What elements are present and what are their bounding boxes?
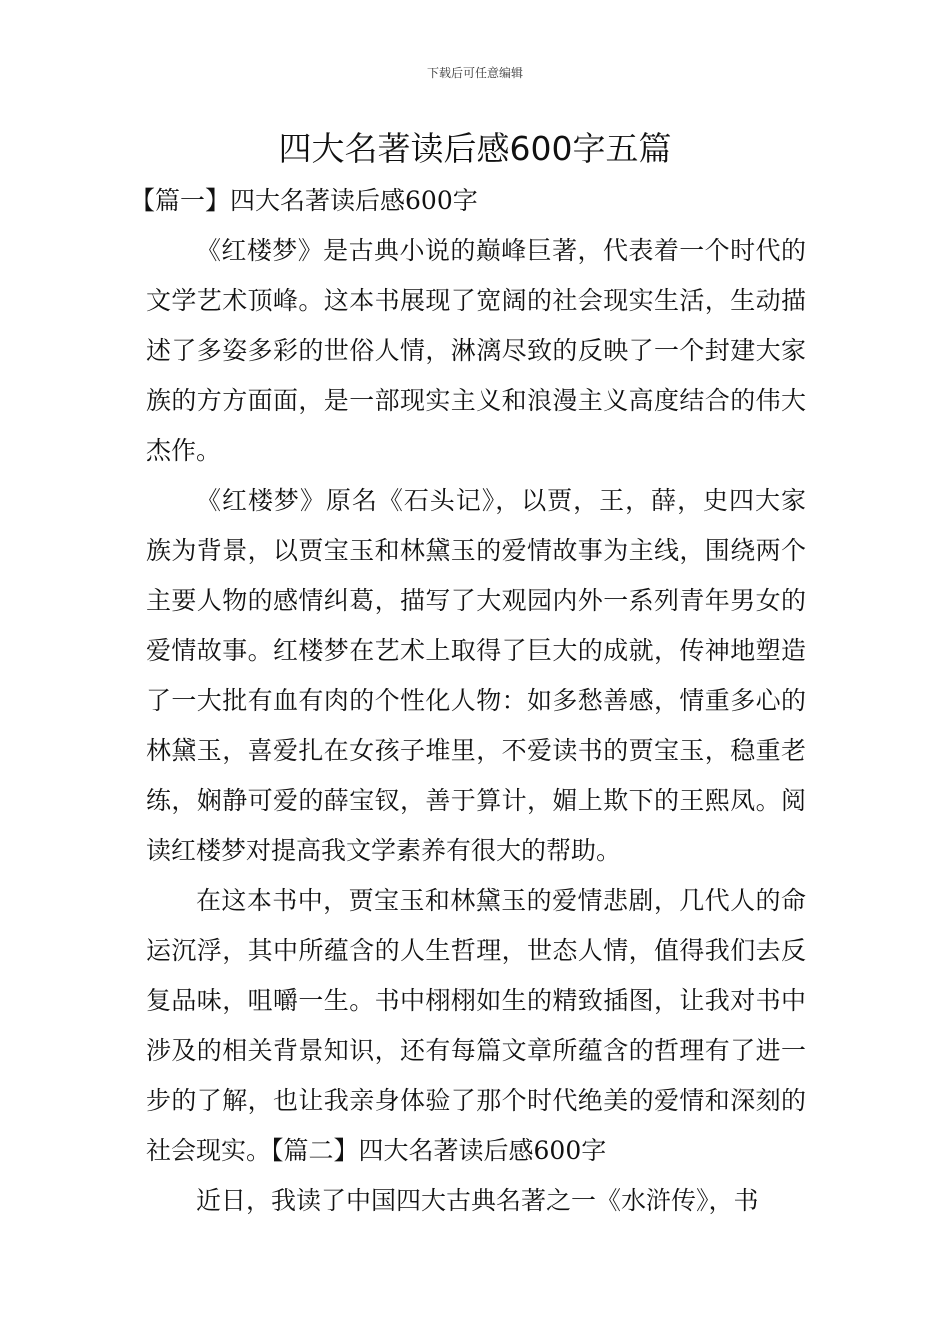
paragraph-3-text: 在这本书中，贾宝玉和林黛玉的爱情悲剧，几代人的命运沉浮，其中所蕴含的人生哲理，世态人情，值得我们去反复品味，咀嚼一生。书中栩栩如生的精致插图，让我对书中涉及的相关背景知识，还有每篇文章所蕴含的哲理有了进一步的了解，也让我亲身体验了那个时代绝美的爱情和深刻的社会现实。 [146, 886, 806, 1165]
document-body [130, 176, 806, 1226]
header-note: 下载后可任意编辑 [426, 66, 523, 80]
paragraph-3 [146, 876, 806, 1176]
paragraph-1: 《红楼梦》是古典小说的巅峰巨著，代表着一个时代的文学艺术顶峰。这本书展现了宽阔的社会现实生活，生动描述了多姿多彩的世俗人情，淋漓尽致的反映了一个封建大家族的方方面面，是一部现实主义和浪漫主义高度结合的伟大杰作。 [146, 236, 806, 465]
document-title: 四大名著读后感600字五篇 [278, 129, 672, 168]
paragraph-2: 《红楼梦》原名《石头记》，以贾，王，薛，史四大家族为背景，以贾宝玉和林黛玉的爱情故事为主线，围绕两个主要人物的感情纠葛，描写了大观园内外一系列青年男女的爱情故事。红楼梦在艺术上取得了巨大的成就，传神地塑造了一大批有血有肉的个性化人物：如多愁善感，情重多心的林黛玉，喜爱扎在女孩子堆里，不爱读书的贾宝玉，稳重老练，娴静可爱的薛宝钗，善于算计，媚上欺下的王熙凤。阅读红楼梦对提高我文学素养有很大的帮助。 [146, 486, 806, 865]
section-heading-2: 【篇二】四大名著读后感600字 [271, 1136, 607, 1165]
paragraph-4: 近日，我读了中国四大古典名著之一《水浒传》，书 [196, 1186, 759, 1215]
section-heading-1: 【篇一】四大名著读后感600字 [130, 186, 478, 215]
